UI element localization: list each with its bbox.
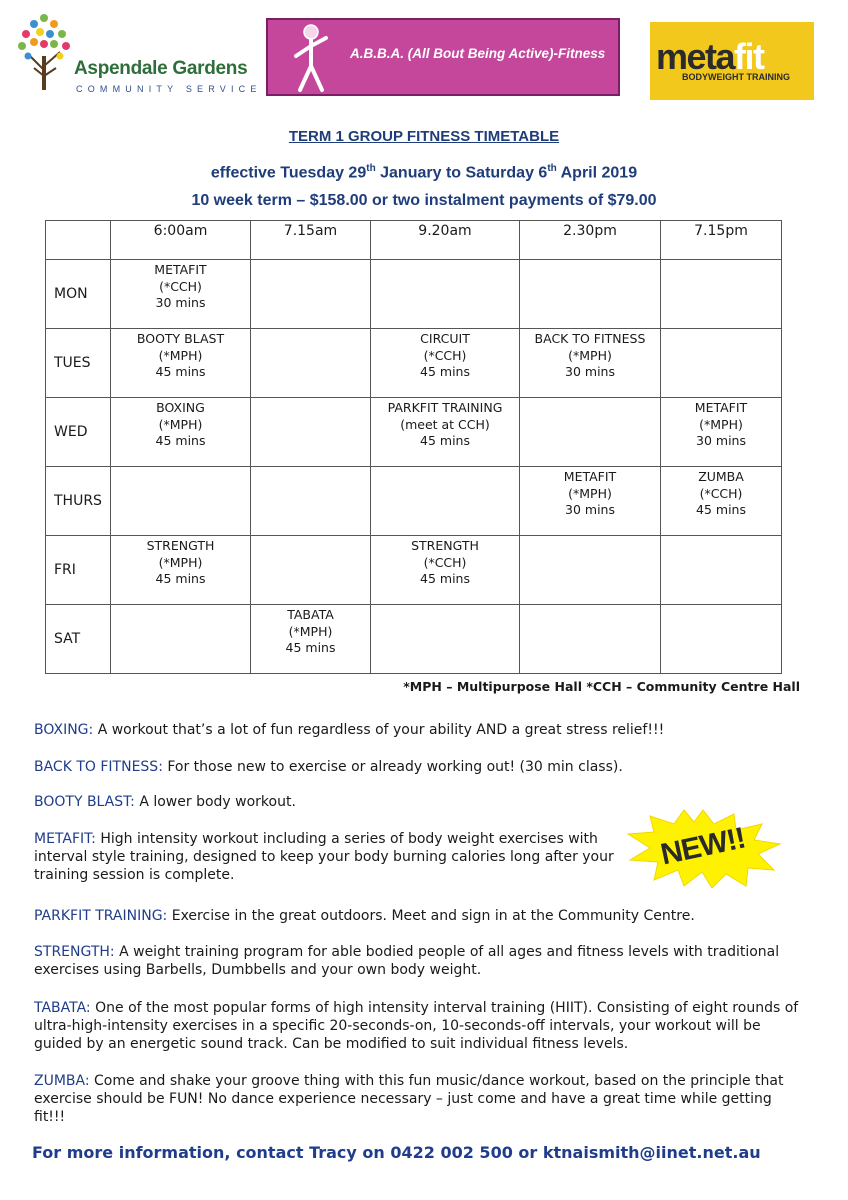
timetable-header-row xyxy=(46,221,782,260)
time-header: 9.20am xyxy=(371,221,520,260)
effective-suffix: April 2019 xyxy=(556,164,638,182)
description-term: STRENGTH: xyxy=(34,944,115,960)
class-cell xyxy=(371,260,520,329)
description-term: ZUMBA: xyxy=(34,1073,90,1089)
description-text: One of the most popular forms of high intensity interval training (HIIT). Consisting of eight rounds of ultra-high-intensity exercises in a specific 20-seconds-on, 10-seconds-off intervals, your workout will be guided by an energetic sound track. Can be modified to suit individual fitness levels. xyxy=(34,1000,799,1052)
table-row xyxy=(46,536,782,605)
description-text: A workout that’s a lot of fun regardless of your ability AND a great stress relief!!! xyxy=(93,722,665,738)
timetable xyxy=(45,220,782,674)
metafit-meta: meta xyxy=(656,36,735,77)
abba-title: A.B.B.A. (All Bout Being Active)-Fitness xyxy=(350,46,606,61)
agcs-subtitle: COMMUNITY SERVICE xyxy=(76,84,262,94)
class-cell xyxy=(520,260,661,329)
class-cell xyxy=(520,536,661,605)
class-description xyxy=(34,830,624,884)
day-cell: WED xyxy=(46,398,111,467)
description-text: Exercise in the great outdoors. Meet and sign in at the Community Centre. xyxy=(167,908,695,924)
time-header: 6:00am xyxy=(111,221,251,260)
description-text: A weight training program for able bodied people of all ages and fitness levels with traditional exercises using Barbells, Dumbbells and your own body weight. xyxy=(34,944,780,978)
tree-icon xyxy=(14,10,74,92)
class-cell: TABATA (*MPH) 45 mins xyxy=(251,605,371,674)
description-text: Come and shake your groove thing with this fun music/dance workout, based on the principle that exercise should be FUN! No dance experience necessary – just come and have a great time while getting fit!!! xyxy=(34,1073,784,1125)
class-cell: METAFIT (*MPH) 30 mins xyxy=(661,398,782,467)
time-header: 7.15pm xyxy=(661,221,782,260)
agcs-name: Aspendale Gardens xyxy=(74,58,248,79)
class-description xyxy=(34,943,800,979)
class-cell xyxy=(520,605,661,674)
class-description xyxy=(34,758,800,776)
day-cell: SAT xyxy=(46,605,111,674)
table-row xyxy=(46,467,782,536)
description-text: For those new to exercise or already working out! (30 min class). xyxy=(162,759,623,775)
table-row xyxy=(46,605,782,674)
table-row xyxy=(46,329,782,398)
class-cell: STRENGTH (*CCH) 45 mins xyxy=(371,536,520,605)
class-cell: BOOTY BLAST (*MPH) 45 mins xyxy=(111,329,251,398)
time-header: 7.15am xyxy=(251,221,371,260)
day-cell: FRI xyxy=(46,536,111,605)
description-term: METAFIT: xyxy=(34,831,96,847)
page-title: TERM 1 GROUP FITNESS TIMETABLE xyxy=(288,128,560,145)
abba-logo xyxy=(266,18,620,96)
description-term: BOOTY BLAST: xyxy=(34,794,135,810)
description-text: High intensity workout including a series of body weight exercises with interval style training, designed to keep your body burning calories long after your training session is complete. xyxy=(34,831,614,883)
new-starburst-badge xyxy=(622,808,784,888)
class-cell xyxy=(371,467,520,536)
time-header: 2.30pm xyxy=(520,221,661,260)
class-cell xyxy=(251,536,371,605)
description-term: BOXING: xyxy=(34,722,94,738)
class-cell: METAFIT (*MPH) 30 mins xyxy=(520,467,661,536)
class-cell xyxy=(661,329,782,398)
class-description xyxy=(34,999,800,1053)
day-cell: TUES xyxy=(46,329,111,398)
effective-middle: January to Saturday 6 xyxy=(375,164,548,182)
class-cell xyxy=(251,329,371,398)
metafit-subtitle: BODYWEIGHT TRAINING xyxy=(682,72,790,82)
corner-cell xyxy=(46,221,111,260)
class-cell xyxy=(251,260,371,329)
class-cell xyxy=(661,260,782,329)
aspendale-gardens-logo xyxy=(12,10,262,95)
fitness-figure-icon xyxy=(286,22,336,94)
class-cell xyxy=(520,398,661,467)
description-term: BACK TO FITNESS: xyxy=(34,759,163,775)
class-cell: CIRCUIT (*CCH) 45 mins xyxy=(371,329,520,398)
venue-legend: *MPH – Multipurpose Hall *CCH – Community Centre Hall xyxy=(403,679,800,694)
class-description xyxy=(34,907,800,925)
class-cell: BACK TO FITNESS (*MPH) 30 mins xyxy=(520,329,661,398)
new-badge-text: NEW!! xyxy=(657,821,748,872)
metafit-fit: fit xyxy=(734,36,764,77)
day-cell: THURS xyxy=(46,467,111,536)
class-cell: STRENGTH (*MPH) 45 mins xyxy=(111,536,251,605)
day-cell: MON xyxy=(46,260,111,329)
class-description xyxy=(34,1072,800,1126)
class-cell xyxy=(661,536,782,605)
class-cell xyxy=(371,605,520,674)
class-cell xyxy=(251,398,371,467)
table-row xyxy=(46,260,782,329)
table-row xyxy=(46,398,782,467)
contact-line: For more information, contact Tracy on 0422 002 500 or ktnaismith@iinet.net.au xyxy=(32,1143,761,1162)
class-cell: BOXING (*MPH) 45 mins xyxy=(111,398,251,467)
description-text: A lower body workout. xyxy=(134,794,296,810)
class-cell xyxy=(661,605,782,674)
effective-sup-2: th xyxy=(547,163,557,174)
description-term: PARKFIT TRAINING: xyxy=(34,908,168,924)
metafit-logo xyxy=(650,22,814,100)
class-cell: ZUMBA (*CCH) 45 mins xyxy=(661,467,782,536)
description-term: TABATA: xyxy=(34,1000,91,1016)
pricing-line: 10 week term – $158.00 or two instalment payments of $79.00 xyxy=(191,192,657,209)
class-description xyxy=(34,721,800,739)
effective-dates xyxy=(0,163,848,182)
effective-sup-1: th xyxy=(366,163,376,174)
class-cell: PARKFIT TRAINING (meet at CCH) 45 mins xyxy=(371,398,520,467)
class-cell xyxy=(251,467,371,536)
effective-prefix: effective Tuesday 29 xyxy=(210,164,367,182)
class-cell xyxy=(111,467,251,536)
class-cell: METAFIT (*CCH) 30 mins xyxy=(111,260,251,329)
class-cell xyxy=(111,605,251,674)
